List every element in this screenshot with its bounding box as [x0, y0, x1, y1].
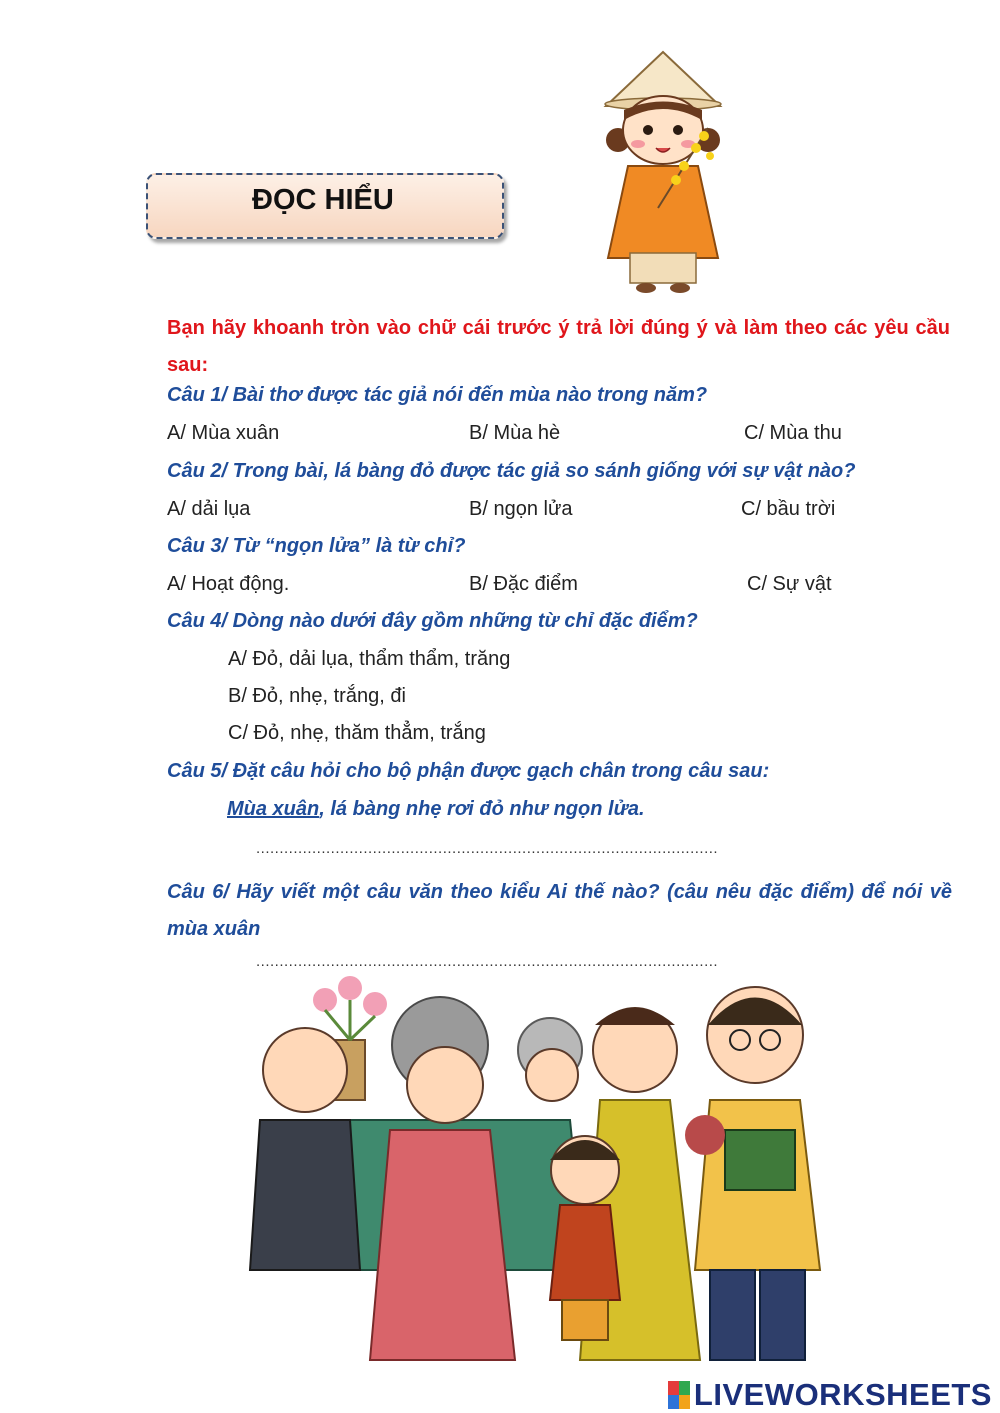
q3-option-c[interactable]: C/ Sự vật [747, 573, 832, 595]
q2-option-b[interactable]: B/ ngọn lửa [469, 498, 573, 520]
q4-option-c[interactable]: C/ Đỏ, nhẹ, thăm thẳm, trắng [228, 722, 486, 744]
question-6: Câu 6/ Hãy viết một câu văn theo kiểu Ai thế nào? (câu nêu đặc điểm) để nói về mùa xuân [167, 881, 952, 940]
brand-logo-icon [668, 1381, 690, 1409]
q5-answer-line[interactable]: ................................................................................................... [256, 840, 719, 857]
instruction-text: Bạn hãy khoanh tròn vào chữ cái trước ý trả lời đúng ý và làm theo các yêu cầu sau: [167, 317, 950, 376]
q5-sentence-rest: , lá bàng nhẹ rơi đỏ như ngọn lửa. [319, 798, 645, 820]
family-illustration [240, 970, 840, 1370]
girl-illustration [588, 48, 738, 298]
q5-underlined-part: Mùa xuân [227, 798, 320, 820]
question-4: Câu 4/ Dòng nào dưới đây gồm những từ chỉ đặc điểm? [167, 610, 698, 632]
liveworksheets-logo [668, 1377, 992, 1413]
q3-option-b[interactable]: B/ Đặc điểm [469, 573, 578, 595]
q1-option-a[interactable]: A/ Mùa xuân [167, 422, 280, 444]
question-5: Câu 5/ Đặt câu hỏi cho bộ phận được gạch chân trong câu sau: [167, 760, 770, 782]
q4-option-a[interactable]: A/ Đỏ, dải lụa, thẩm thẩm, trăng [228, 648, 511, 670]
q2-option-c[interactable]: C/ bầu trời [741, 498, 836, 520]
brand-text: LIVEWORKSHEETS [693, 1377, 992, 1412]
question-2: Câu 2/ Trong bài, lá bàng đỏ được tác giả so sánh giống với sự vật nào? [167, 460, 856, 482]
page-title: ĐỌC HIỂU [252, 184, 394, 216]
question-1: Câu 1/ Bài thơ được tác giả nói đến mùa nào trong năm? [167, 384, 708, 406]
q1-option-b[interactable]: B/ Mùa hè [469, 422, 561, 444]
q6-answer-line[interactable]: ................................................................................................... [256, 953, 719, 970]
q1-option-c[interactable]: C/ Mùa thu [744, 422, 842, 444]
question-3: Câu 3/ Từ “ngọn lửa” là từ chỉ? [167, 535, 466, 557]
q2-option-a[interactable]: A/ dải lụa [167, 498, 251, 520]
q5-sentence [227, 798, 645, 821]
q4-option-b[interactable]: B/ Đỏ, nhẹ, trắng, đi [228, 685, 406, 707]
q3-option-a[interactable]: A/ Hoạt động. [167, 573, 290, 595]
